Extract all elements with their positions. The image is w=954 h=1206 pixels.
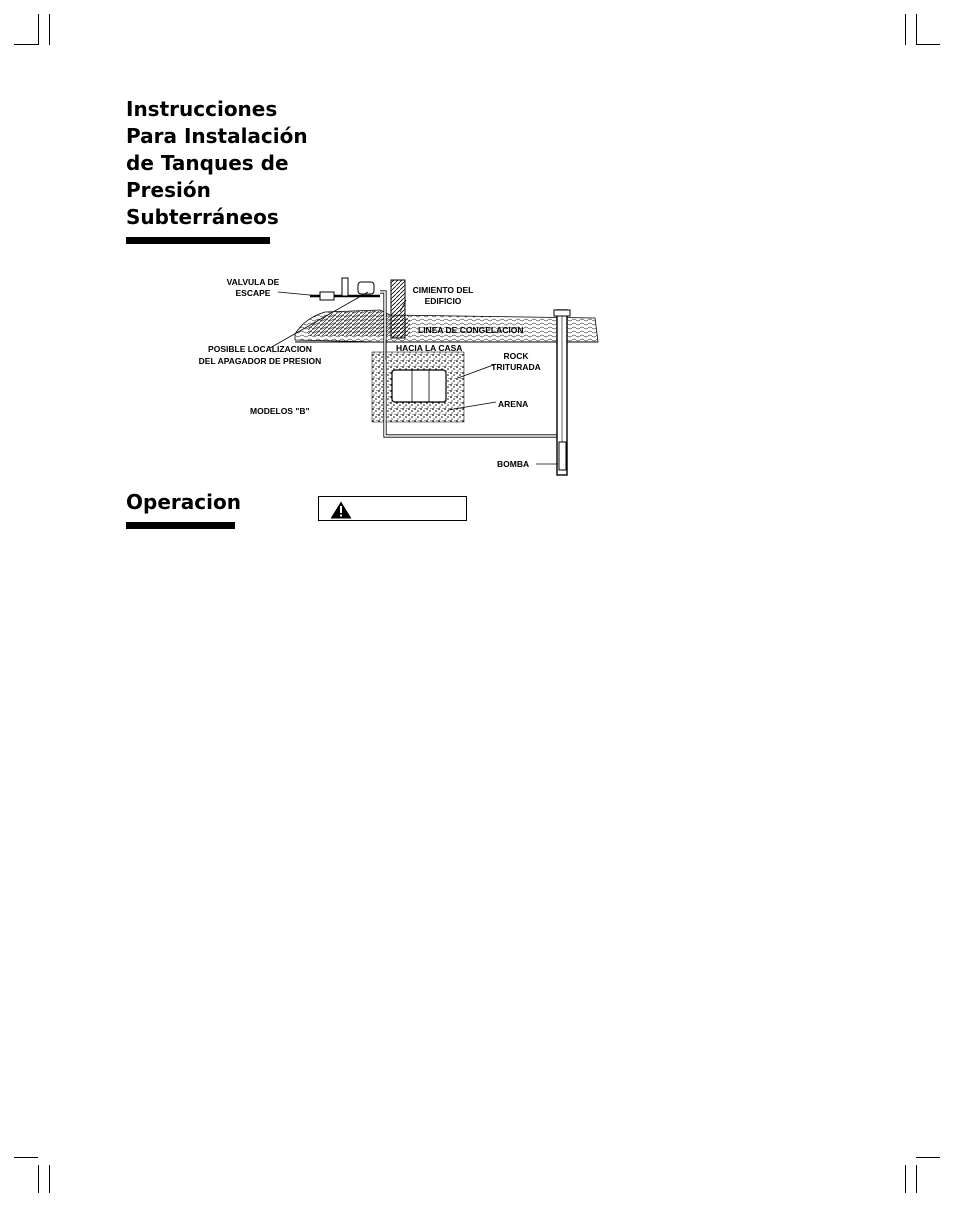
crop-mark <box>916 1157 940 1158</box>
building-foundation <box>391 280 405 338</box>
page-title <box>126 96 386 231</box>
warning-box <box>318 496 467 521</box>
crop-mark <box>38 1165 39 1193</box>
title-rule <box>126 237 270 244</box>
title-line: Presión <box>126 178 211 202</box>
label-sand: ARENA <box>498 399 529 409</box>
submersible-pump <box>559 442 566 470</box>
crop-mark <box>916 1165 917 1193</box>
label-pressure-switch: POSIBLE LOCALIZACION <box>208 344 312 354</box>
section-rule <box>126 522 235 529</box>
label-pressure-switch: DEL APAGADOR DE PRESION <box>198 356 322 366</box>
crop-mark <box>905 1165 906 1193</box>
relief-valve <box>342 278 348 296</box>
label-relief-valve: VALVULA DE <box>226 277 280 287</box>
crop-mark <box>49 14 50 45</box>
crop-mark <box>49 1165 50 1193</box>
title-line: Para Instalación <box>126 124 308 148</box>
installation-diagram <box>180 270 600 480</box>
label-foundation: EDIFICIO <box>424 296 462 306</box>
title-line: Instrucciones <box>126 97 278 121</box>
pressure-tank <box>392 370 446 402</box>
crop-mark <box>916 44 940 45</box>
label-relief-valve: ESCAPE <box>235 288 271 298</box>
label-to-house: HACIA LA CASA <box>396 343 463 353</box>
label-crushed-rock: ROCK <box>503 351 529 361</box>
leader-line <box>278 292 320 296</box>
label-frost-line: LINEA DE CONGELACION <box>418 325 524 335</box>
crop-mark <box>14 44 38 45</box>
section-title-operation: Operacion <box>126 490 241 514</box>
title-line: Subterráneos <box>126 205 279 229</box>
title-line: de Tanques de <box>126 151 289 175</box>
crop-mark <box>905 14 906 45</box>
crop-mark <box>14 1157 38 1158</box>
valve-fitting <box>320 292 334 300</box>
label-foundation: CIMIENTO DEL <box>412 285 474 295</box>
label-pump: BOMBA <box>497 459 530 469</box>
label-crushed-rock: TRITURADA <box>491 362 541 372</box>
label-models: MODELOS "B" <box>250 406 310 416</box>
warning-icon <box>330 501 352 519</box>
crop-mark <box>38 14 39 45</box>
crop-mark <box>916 14 917 45</box>
pressure-switch <box>358 282 374 294</box>
well-cap <box>554 310 570 316</box>
